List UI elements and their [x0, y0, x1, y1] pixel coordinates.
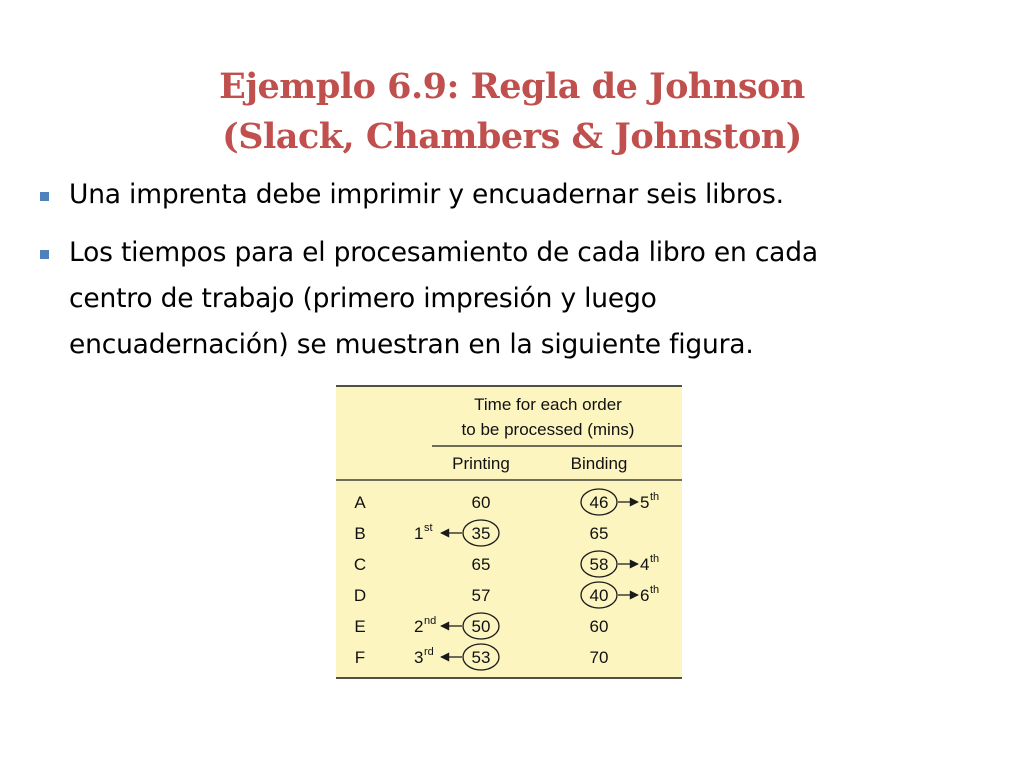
binding-time: 65: [589, 524, 609, 543]
rank-number: 3: [414, 648, 424, 667]
bullet-item: [40, 172, 1000, 218]
bullet-text-line: centro de trabajo (primero impresión y luego: [69, 283, 657, 314]
square-bullet-icon: [40, 250, 49, 259]
rank-number: 5: [640, 493, 650, 512]
slide-title-line-2: (Slack, Chambers & Johnston): [222, 116, 802, 157]
header-line-1: Time for each order: [474, 395, 622, 414]
binding-time: 58: [589, 555, 609, 574]
binding-time: 70: [589, 648, 609, 667]
bullet-text-line: encuadernación) se muestran en la siguiente figura.: [69, 329, 754, 360]
rank-suffix: th: [650, 553, 660, 565]
printing-time: 50: [471, 617, 491, 636]
rank-number: 1: [414, 524, 424, 543]
column-header-printing: Printing: [452, 454, 510, 473]
binding-time: 60: [589, 617, 609, 636]
job-label: C: [353, 555, 367, 574]
slide-title-line-1: Ejemplo 6.9: Regla de Johnson: [219, 66, 805, 107]
printing-time: 65: [471, 555, 491, 574]
binding-time: 46: [589, 493, 609, 512]
processing-times-table: [336, 385, 682, 679]
bullet-list: [40, 172, 1000, 368]
rank-number: 6: [640, 586, 650, 605]
slide-title: [0, 62, 1024, 162]
job-label: B: [354, 524, 366, 543]
bullet-text-line: Los tiempos para el procesamiento de cada libro en cada: [69, 237, 818, 268]
printing-time: 60: [471, 493, 491, 512]
rank-suffix: th: [650, 491, 660, 503]
header-line-2: to be processed (mins): [461, 420, 635, 439]
rank-number: 2: [414, 617, 424, 636]
bullet-item: [40, 230, 1000, 368]
johnson-rule-figure: [336, 385, 682, 679]
printing-time: 57: [471, 586, 491, 605]
printing-time: 35: [471, 524, 491, 543]
job-label: F: [354, 648, 366, 667]
binding-time: 40: [589, 586, 609, 605]
rank-suffix: rd: [424, 646, 434, 658]
bullet-text-line: Una imprenta debe imprimir y encuadernar seis libros.: [69, 179, 784, 210]
rank-number: 4: [640, 555, 650, 574]
rank-suffix: st: [424, 522, 433, 534]
printing-time: 53: [471, 648, 491, 667]
job-label: E: [354, 617, 366, 636]
column-header-binding: Binding: [570, 454, 628, 473]
square-bullet-icon: [40, 192, 49, 201]
job-label: A: [354, 493, 366, 512]
rank-suffix: th: [650, 584, 660, 596]
job-label: D: [353, 586, 367, 605]
rank-suffix: nd: [424, 615, 437, 627]
